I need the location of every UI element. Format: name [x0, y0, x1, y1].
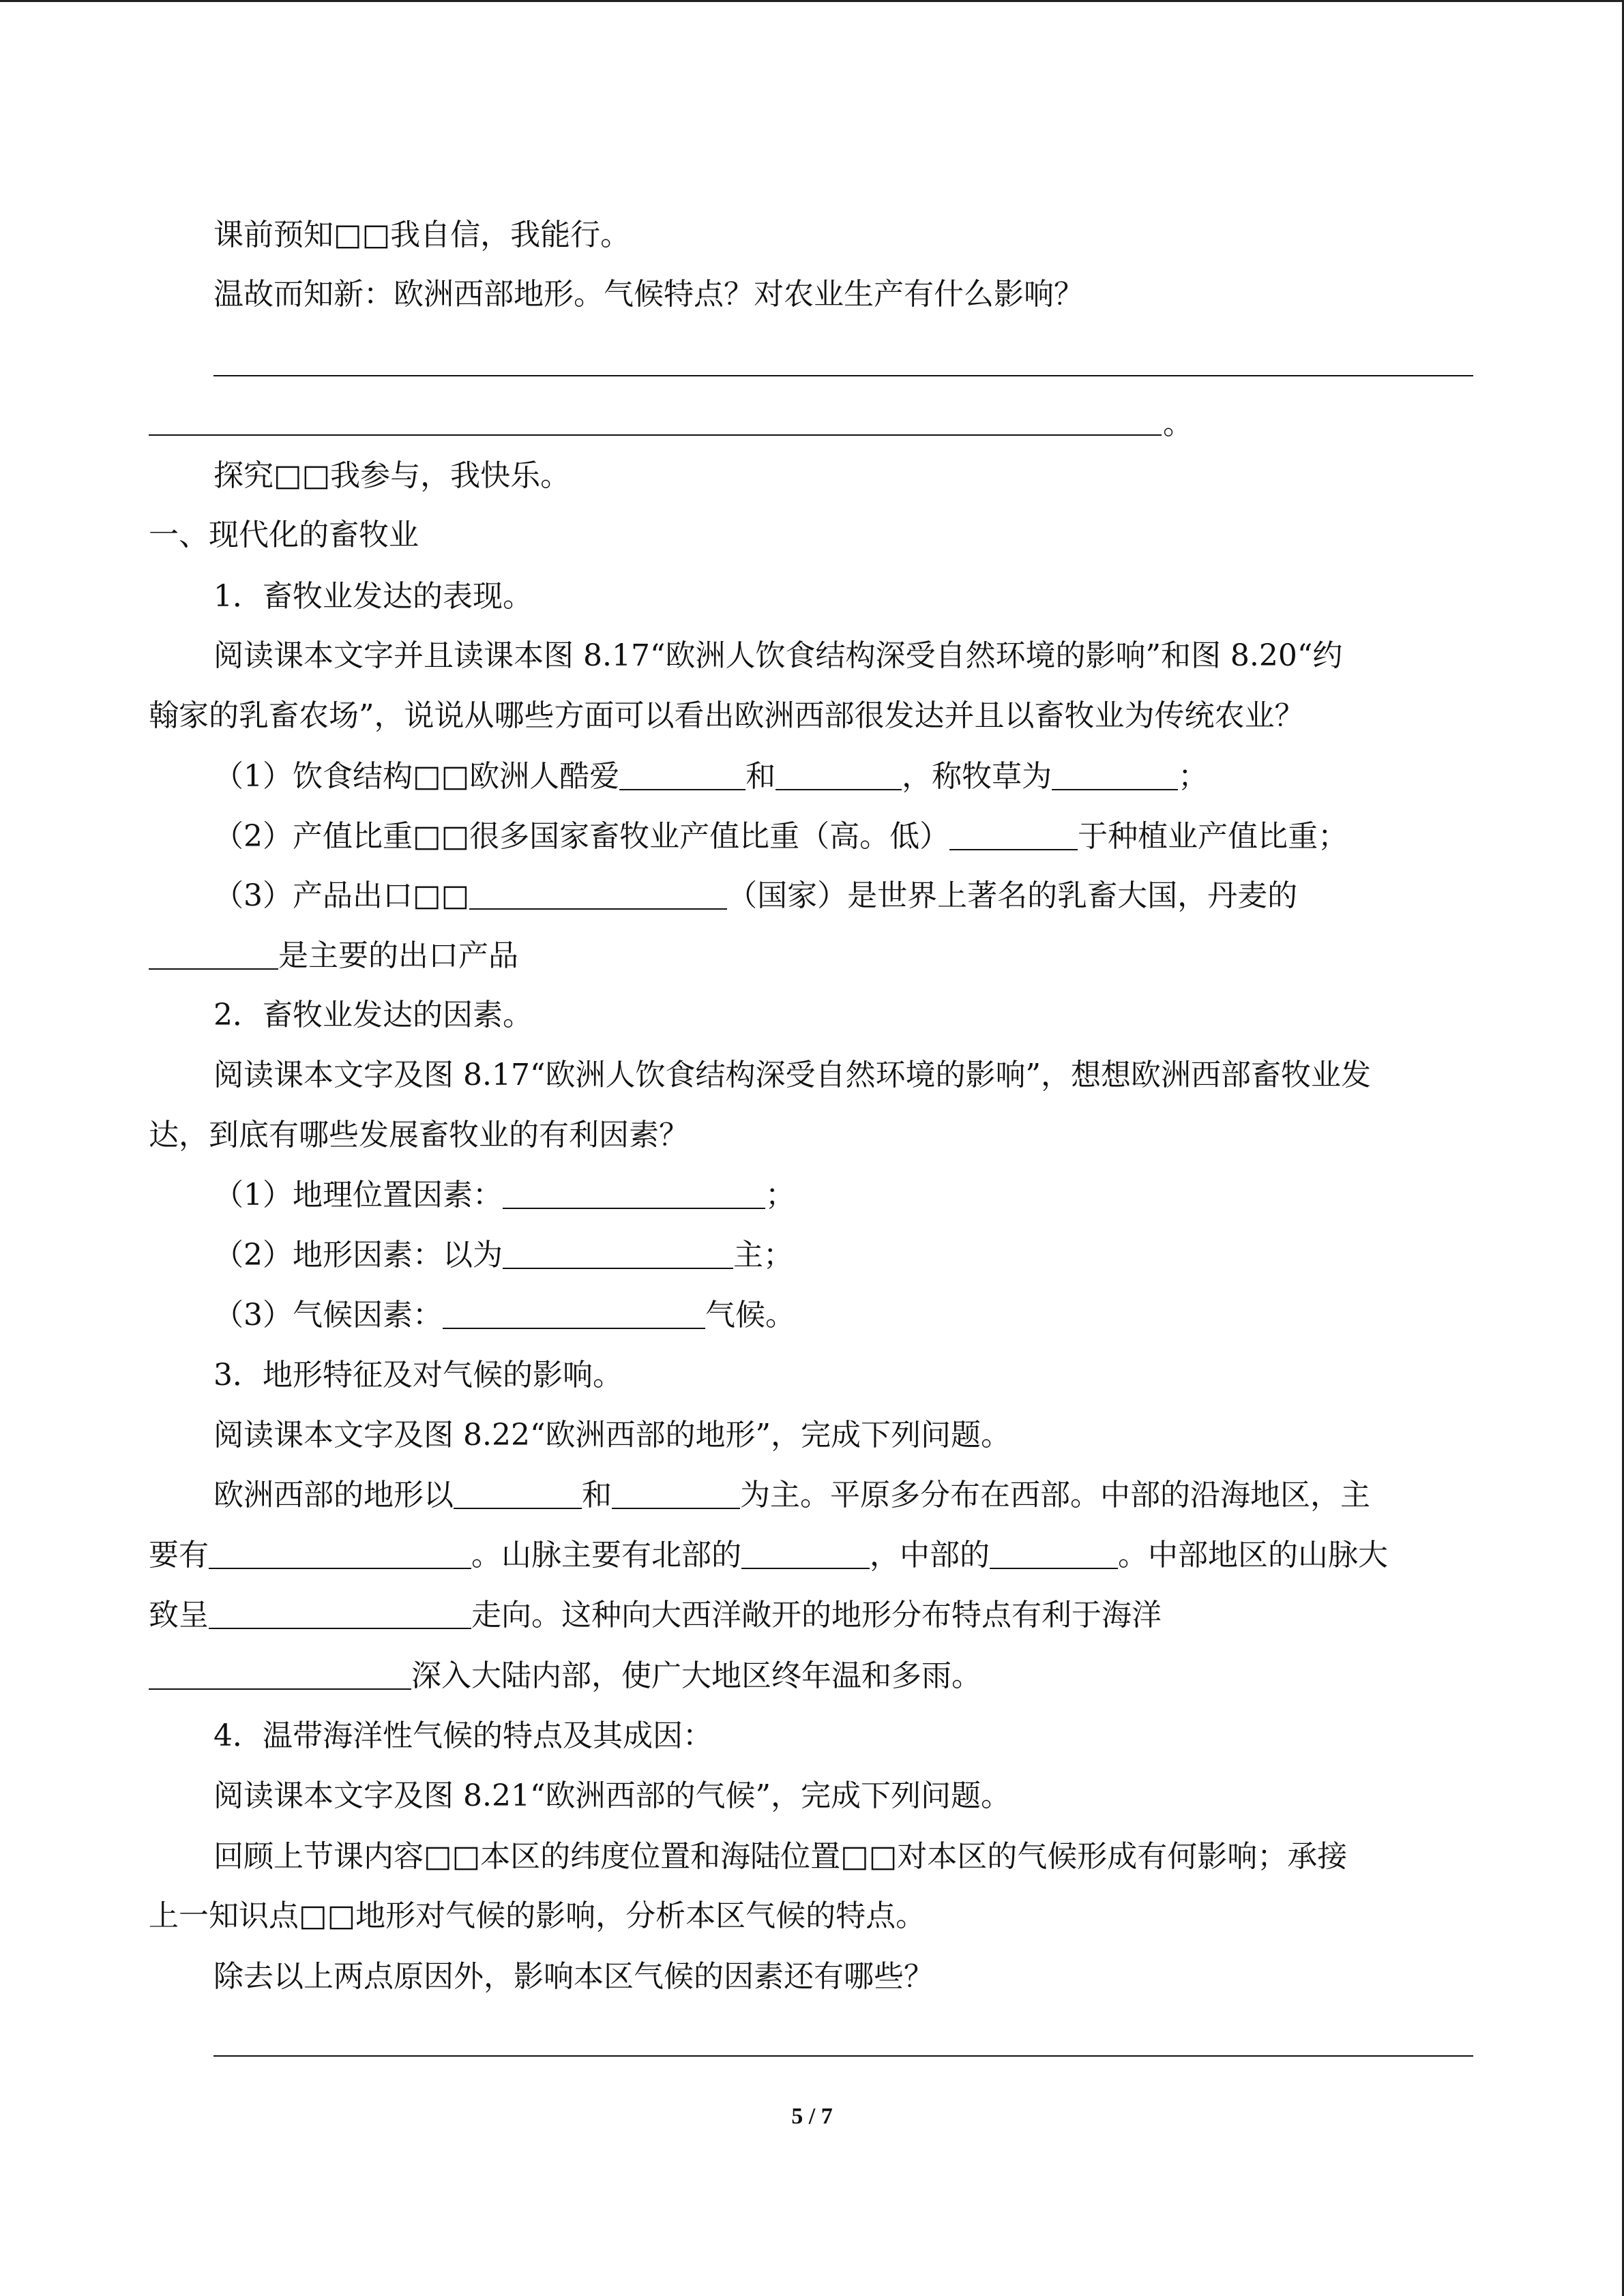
fill-blank[interactable]: [949, 819, 1078, 850]
question-1-title: 1．畜牧业发达的表现。: [213, 579, 533, 614]
explore-title: 探究□□我参与，我快乐。: [213, 458, 571, 493]
question-1-text: 翰家的乳畜农场”，说说从哪些方面可以看出欧洲西部很发达并且以畜牧业为传统农业？: [149, 698, 1305, 733]
review-question: 温故而知新：欧洲西部地形。气候特点？对农业生产有什么影响？: [213, 277, 1084, 312]
fill-blank[interactable]: [1052, 759, 1178, 790]
question-4-text: 回顾上节课内容□□本区的纬度位置和海陆位置□□对本区的气候形成有何影响；承接: [213, 1839, 1348, 1874]
page-number: 5 / 7: [791, 2104, 833, 2129]
question-3-paragraph: 要有 。山脉主要有北部的 ，中部的 。中部地区的山脉大: [149, 1538, 1388, 1572]
fill-blank[interactable]: [612, 1478, 740, 1509]
question-3-paragraph: 欧洲西部的地形以 和 为主。平原多分布在西部。中部的沿海地区，主: [213, 1478, 1370, 1512]
question-1-item-1: （1）饮食结构□□欧洲人酷爱 和 ，称牧草为 ；: [213, 759, 1209, 794]
question-1-item-2: （2）产值比重□□很多国家畜牧业产值比重（高。低） 于种植业产值比重；: [213, 819, 1348, 854]
question-3-paragraph: 深入大陆内部，使广大地区终年温和多雨。: [149, 1656, 981, 1697]
question-2-item-3: （3）气候因素： 气候。: [213, 1298, 795, 1332]
fill-blank[interactable]: [776, 759, 902, 790]
question-3-title: 3．地形特征及对气候的影响。: [213, 1358, 623, 1392]
fill-blank[interactable]: [443, 1298, 705, 1329]
fill-blank[interactable]: [741, 1538, 870, 1569]
question-2-text: 达，到底有哪些发展畜牧业的有利因素？: [149, 1118, 689, 1152]
question-4-text: 上一知识点□□地形对气候的影响，分析本区气候的特点。: [149, 1898, 926, 1933]
question-2-item-1: （1）地理位置因素： ；: [213, 1178, 795, 1212]
answer-end-mark: 。: [1163, 406, 1193, 441]
question-3-text: 阅读课本文字及图 8.22“欧洲西部的地形”，完成下列问题。: [213, 1418, 1011, 1452]
question-1-item-3-cont: 是主要的出口产品: [149, 936, 518, 976]
question-2-item-2: （2）地形因素：以为 主；: [213, 1238, 793, 1272]
fill-blank[interactable]: [990, 1538, 1118, 1569]
question-4-text: 除去以上两点原因外，影响本区气候的因素还有哪些？: [213, 1959, 934, 1994]
question-4-text: 阅读课本文字及图 8.21“欧洲西部的气候”，完成下列问题。: [213, 1778, 1011, 1813]
fill-blank[interactable]: [469, 878, 727, 910]
fill-blank[interactable]: [503, 1178, 765, 1209]
question-1-text: 阅读课本文字并且读课本图 8.17“欧洲人饮食结构深受自然环境的影响”和图 8.20“约: [213, 638, 1343, 673]
answer-line[interactable]: [213, 375, 1473, 376]
question-3-paragraph: 致呈 走向。这种向大西洋敞开的地形分布特点有利于海洋: [149, 1598, 1162, 1632]
question-4-title: 4．温带海洋性气候的特点及其成因：: [213, 1718, 713, 1753]
fill-blank[interactable]: [454, 1478, 582, 1509]
fill-blank[interactable]: [149, 1658, 411, 1690]
preview-title: 课前预知□□我自信，我能行。: [213, 218, 631, 252]
fill-blank[interactable]: [503, 1238, 733, 1269]
fill-blank[interactable]: [209, 1598, 471, 1629]
question-1-item-3: （3）产品出口□□ （国家）是世界上著名的乳畜大国，丹麦的: [213, 878, 1298, 913]
fill-blank[interactable]: [619, 759, 745, 790]
answer-line[interactable]: [149, 434, 1162, 436]
question-2-text: 阅读课本文字及图 8.17“欧洲人饮食结构深受自然环境的影响”，想想欧洲西部畜牧业发: [213, 1058, 1371, 1092]
fill-blank[interactable]: [209, 1538, 471, 1569]
answer-line[interactable]: [213, 2055, 1473, 2057]
fill-blank[interactable]: [149, 938, 278, 970]
section-title: 一、现代化的畜牧业: [149, 518, 419, 552]
question-2-title: 2．畜牧业发达的因素。: [213, 998, 533, 1032]
